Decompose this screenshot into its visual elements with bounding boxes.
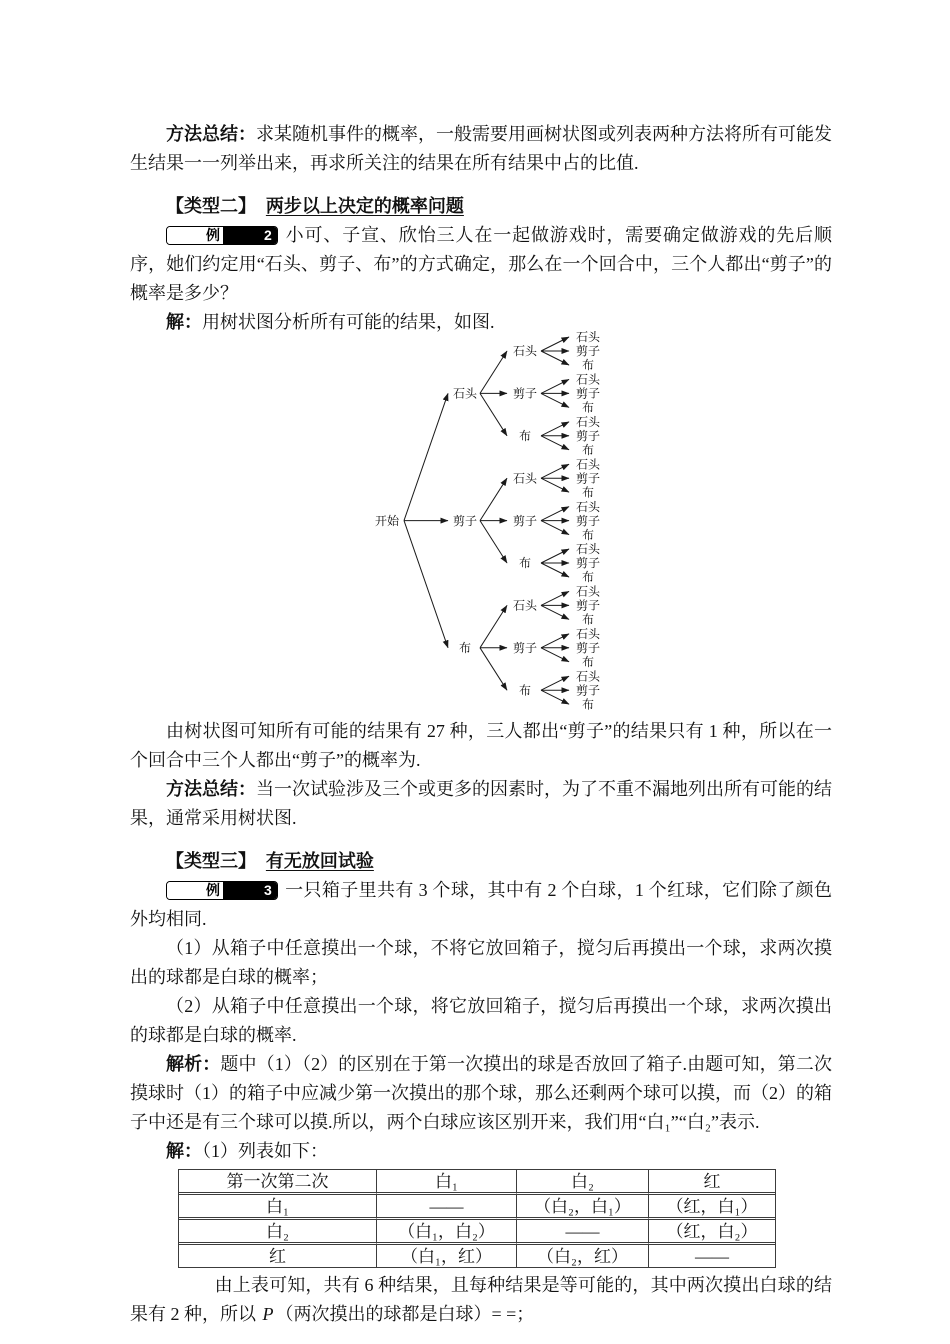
heading-type-3 [130,847,832,876]
tree-arrow [541,634,569,648]
method-summary-2 [130,775,832,833]
table-cell: —— [517,1220,649,1245]
tree-arrow [541,563,569,577]
heading-type-3-title: 有无放回试验 [265,851,374,871]
tree-node-label: 石头 [512,344,538,359]
tree-leaf-label: 剪子 [575,344,601,359]
tree-arrow [541,521,569,535]
tree-leaf-label: 石头 [575,584,601,599]
tree-node-label: 石头 [512,471,538,486]
conclusion-2 [130,717,832,775]
example-2-badge-label: 例 [167,227,223,244]
tree-arrow [541,464,569,478]
solution-2-label: 解： [166,312,202,332]
tree-leaf-label: 剪子 [575,683,601,698]
tree-root-label: 开始 [374,513,400,528]
tree-node-label: 布 [518,429,532,443]
table-cell: 白₁ [179,1195,377,1220]
tree-node-label: 剪子 [512,641,538,655]
tree-arrow [404,521,448,648]
tree-arrow [541,422,569,436]
tree-arrow [541,393,569,407]
method-summary-2-text: 当一次试验涉及三个或更多的因素时，为了不重不漏地列出所有可能的结果，通常采用树状图. [130,779,832,828]
tree-leaf-label: 石头 [575,415,601,429]
table-cell: （白₁，红） [377,1245,517,1267]
tree-arrow [480,605,507,647]
conclusion-3 [130,1271,832,1329]
table-row [179,1220,775,1245]
tree-leaf-label: 布 [581,655,595,669]
solution-3-text: （1）列表如下： [202,1141,328,1161]
tree-arrow [480,393,507,435]
tree-node-label: 剪子 [512,513,538,528]
table-cell: （白₂，白₁） [517,1195,649,1220]
tree-leaf-label: 剪子 [575,641,601,655]
tree-leaf-label: 剪子 [575,386,601,401]
tree-arrow [541,605,569,619]
tree-arrow [480,521,507,563]
tree-node-label: 石头 [452,386,478,401]
probability-variable: P [262,1304,274,1324]
tree-leaf-label: 石头 [575,627,601,641]
solution-3-label: 解： [166,1141,202,1161]
table-cell: （红，白₂） [649,1220,775,1245]
example-2-badge-number: 2 [223,227,277,244]
tree-leaf-label: 剪子 [575,429,601,443]
tree-arrow [541,379,569,393]
table-header-cell: 白₁ [377,1170,517,1195]
heading-type-2-title: 两步以上决定的概率问题 [265,196,464,216]
conclusion-3-pre: 由上表可知，共有 6 种结果，且每种结果是等可能的，其中两次摸出白球的结果有 2 种，所以 [130,1275,832,1324]
tree-arrow [541,436,569,450]
tree-node-label: 石头 [512,598,538,613]
tree-leaf-label: 布 [581,485,595,500]
analysis-text: 题中（1）（2）的区别在于第一次摸出的球是否放回了箱子.由题可知，第二次摸球时（1）的箱子中应减少第一次摸出的那个球，那么还剩两个球可以摸，而（2）的箱子中还是有三个球可以摸.所以，两个白球应该区别开来，我们用“白₁”“白₂”表示. [130,1054,833,1132]
tree-leaf-label: 布 [581,612,595,627]
tree-diagram [374,331,832,715]
conclusion-2-text: 由树状图可知所有可能的结果有 27 种，三人都出“剪子”的结果只有 1 种，所以在一个回合中三个人都出“剪子”的概率为. [130,721,832,770]
table-row [179,1195,775,1220]
tree-leaf-label: 剪子 [575,598,601,613]
tree-arrow [404,393,448,520]
tree-node-label: 布 [518,556,532,571]
analysis-label: 解析： [166,1054,221,1074]
table-cell: —— [695,1246,729,1266]
outcomes-table [178,1169,776,1268]
tree-leaf-label: 石头 [575,499,601,514]
example-3-text: 一只箱子里共有 3 个球，其中有 2 个白球，1 个红球，它们除了颜色外均相同. [130,880,832,929]
tree-arrow [541,591,569,605]
tree-arrow [541,351,569,365]
tree-leaf-label: 布 [581,527,595,542]
analysis-paragraph [130,1050,832,1137]
solution-3 [130,1137,832,1166]
table-cell: （白₁，白₂） [377,1220,517,1245]
conclusion-3-post: （两次摸出的球都是白球）= =； [275,1304,535,1324]
tree-arrow [541,337,569,351]
tree-leaf-label: 石头 [575,331,601,345]
table-cell: —— [377,1195,517,1220]
table-row [179,1245,775,1267]
question-1-text: （1）从箱子中任意摸出一个球，不将它放回箱子，搅匀后再摸出一个球，求两次摸出的球都是白球的概率； [130,938,832,987]
example-3-badge-number: 3 [223,882,277,899]
tree-node-label: 布 [518,683,532,698]
table-cell: 红 [179,1245,377,1267]
table-header-cell: 第一次第二次 [179,1170,377,1195]
tree-arrow [480,351,507,393]
example-3-badge-label: 例 [167,882,223,899]
method-summary-1-text: 求某随机事件的概率，一般需要用画树状图或列表两种方法将所有可能发生结果一一列举出来，再求所关注的结果在所有结果中占的比值. [130,124,832,173]
table-header-cell: 白₂ [517,1170,649,1195]
table-header-cell: 红 [649,1170,775,1195]
tree-svg [374,331,616,713]
example-2-text: 小可、子宣、欣怡三人在一起做游戏时，需要确定做游戏的先后顺序，她们约定用“石头、剪子、布”的方式确定，那么在一个回合中，三个人都出“剪子”的概率是多少？ [130,225,832,303]
tree-leaf-label: 石头 [575,669,601,684]
tree-node-label: 剪子 [512,386,538,401]
solution-2-text: 用树状图分析所有可能的结果，如图. [202,312,495,332]
table-header-row [179,1170,775,1195]
table-cell: 白₂ [179,1220,377,1245]
tree-arrow [541,507,569,521]
tree-leaf-label: 剪子 [575,513,601,528]
tree-leaf-label: 布 [581,697,595,712]
tree-arrow [541,478,569,492]
tree-node-label: 布 [458,641,472,655]
tree-arrow [480,478,507,520]
example-2-paragraph [130,221,832,308]
heading-type-2 [130,192,832,221]
tree-leaf-label: 布 [581,400,595,415]
tree-arrow [541,549,569,563]
tree-node-label: 剪子 [452,513,478,528]
example-3-badge [166,881,278,900]
tree-leaf-label: 剪子 [575,471,601,486]
tree-arrow [480,648,507,690]
example-3-paragraph [130,876,832,934]
heading-type-2-bracket: 【类型二】 [166,196,256,216]
method-summary-1 [130,120,832,178]
tree-leaf-label: 石头 [575,372,601,387]
example-2-badge [166,226,278,245]
question-2-text: （2）从箱子中任意摸出一个球，将它放回箱子，搅匀后再摸出一个球，求两次摸出的球都是白球的概率. [130,996,832,1045]
tree-leaf-label: 石头 [575,542,601,557]
question-1 [130,934,832,992]
table-cell: （白₂，红） [517,1245,649,1267]
tree-leaf-label: 石头 [575,457,601,472]
tree-leaf-label: 剪子 [575,556,601,571]
table-cell: （红，白₁） [649,1195,775,1220]
method-summary-2-label: 方法总结： [166,779,256,799]
tree-arrow [541,648,569,662]
tree-arrow [541,690,569,704]
tree-leaf-label: 布 [581,358,595,373]
method-summary-1-label: 方法总结： [166,124,256,144]
heading-type-3-bracket: 【类型三】 [166,851,256,871]
tree-arrow [541,676,569,690]
tree-leaf-label: 布 [581,570,595,585]
question-2 [130,992,832,1050]
tree-leaf-label: 布 [581,443,595,457]
